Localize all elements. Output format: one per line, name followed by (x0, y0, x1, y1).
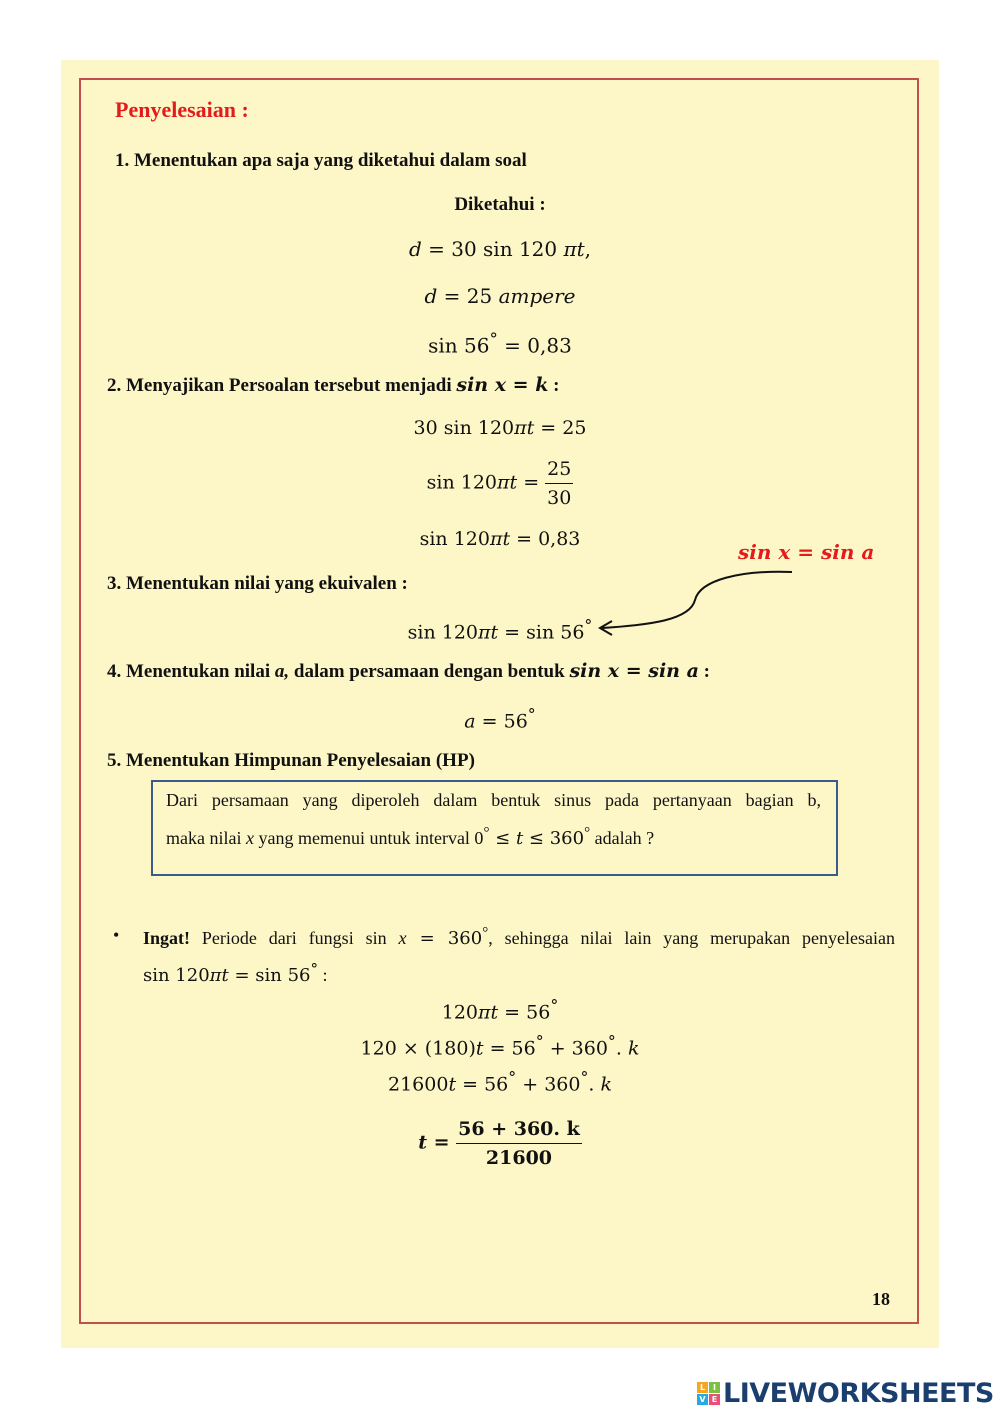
equation: 30 sin 120πt = 25 (413, 417, 587, 439)
equation: d = 30 sin 120 πt, (408, 237, 592, 261)
reminder-equation: sin 120πt = sin 56° : (143, 960, 328, 986)
section-title: Penyelesaian : (115, 97, 249, 122)
equation: 120πt = 56° (441, 996, 559, 1024)
equation: a = 56° (464, 705, 536, 733)
reminder-text: Ingat! Periode dari fungsi sin x = 360°, sehingga nilai lain yang merupakan penyelesaian (143, 925, 895, 949)
step-4-heading: 4. Menentukan nilai a, dalam persamaan dengan bentuk sin x = sin a : (107, 660, 710, 682)
annotation-label: sin x = sin a (738, 540, 875, 564)
logo-letter: V (697, 1394, 708, 1405)
fraction: $\frac{56 + 360. k}{21600}$ (458, 1118, 580, 1169)
bullet-icon: • (113, 925, 120, 945)
page-number: 18 (872, 1289, 890, 1309)
question-text: Dari persamaan yang diperoleh dalam bentuk sinus pada pertanyaan bagian b, (166, 790, 821, 810)
equation: 120 × (180)t = 56° + 360°. k (360, 1032, 640, 1060)
step-2-heading: 2. Menyajikan Persoalan tersebut menjadi sin x = k : (107, 374, 560, 396)
known-label: Diketahui : (454, 194, 546, 215)
equation: 21600t = 56° + 360°. k (388, 1068, 612, 1096)
equation: sin 120πt = 0,83 (419, 528, 581, 550)
equation: sin 120πt = $\frac{25}{30}$ (426, 458, 572, 509)
logo-letter: E (709, 1394, 720, 1405)
question-text: maka nilai x yang memenui untuk interval 0° ≤ t ≤ 360° adalah ? (166, 825, 655, 849)
logo-icon (697, 1382, 720, 1405)
step-3-heading: 3. Menentukan nilai yang ekuivalen : (107, 573, 408, 594)
liveworksheets-logo (697, 1376, 994, 1410)
equation: sin 120πt = sin 56° (407, 616, 593, 644)
equation: d = 25 ampere (424, 284, 576, 308)
logo-letter: I (709, 1382, 720, 1393)
step-1-heading: 1. Menentukan apa saja yang diketahui dalam soal (115, 150, 527, 171)
logo-text: LIVEWORKSHEETS (723, 1377, 994, 1409)
step-5-heading: 5. Menentukan Himpunan Penyelesaian (HP) (107, 750, 475, 771)
logo-letter: L (697, 1382, 708, 1393)
equation: sin 56° = 0,83 (428, 330, 572, 358)
final-equation: t = $\frac{56 + 360. k}{21600}$ (418, 1118, 580, 1169)
fraction: $\frac{25}{30}$ (547, 458, 572, 509)
